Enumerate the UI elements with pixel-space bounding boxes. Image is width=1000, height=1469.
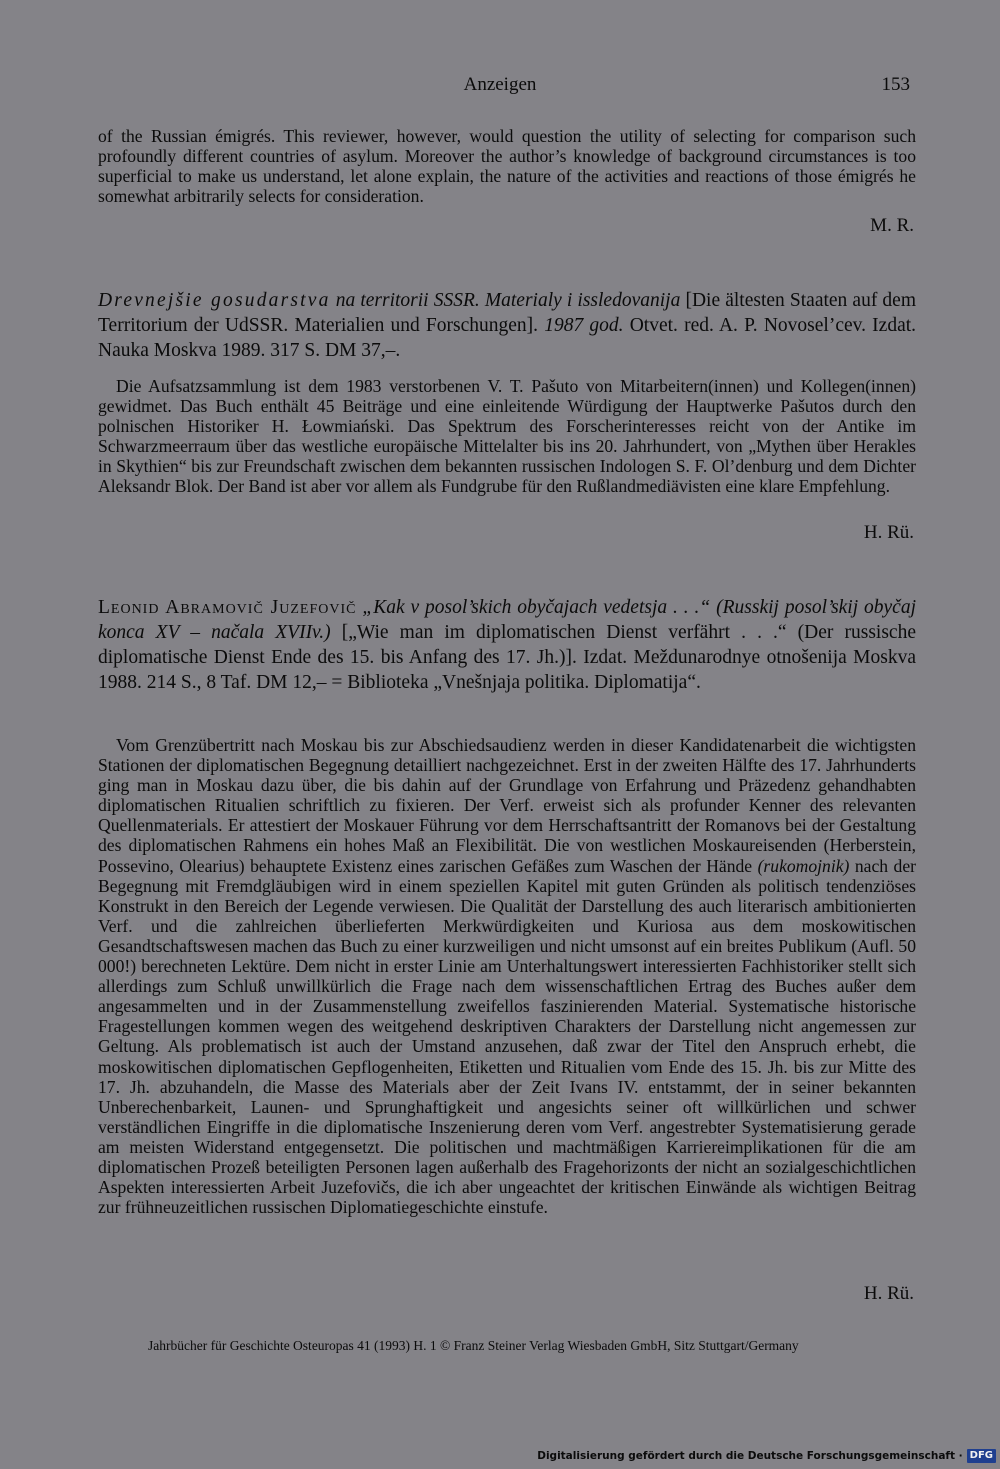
funding-notice (537, 1449, 996, 1463)
bibliographic-entry-juzefovic (98, 595, 916, 695)
book-title-spaced: Drevnejšie gosudarstva (98, 290, 331, 311)
review-text-part2: nach der Begegnung mit Fremdgläubigen wird in einem speziellen Kapitel mit guten Gründen als politisch tendenziöses Konstrukt in den Bereich der Legende verwiesen. Die Qualität der Darstellung des auch literarisch ambitionierten Verf. und die zahlreichen überlieferten Merkwürdigkeiten und Kuriosa aus dem moskowitischen Gesandtschaftswesen machen das Buch zu einer kurzweiligen und nicht umsonst auf ein breites Publikum (Aufl. 50 000!) berechneten Lektüre. Dem nicht in erster Linie am Unterhaltungswert interessierten Fachhistoriker stellt sich allerdings zum Schluß unwillkürlich die Frage nach dem wissenschaftlichen Ertrag des Buches außer dem angesammelten und in der Zusammenstellung zweifellos faszinierenden Material. Systematische historische Fragestellungen kommen wegen des weitgehend deskriptiven Charakters der Darstellung nicht angemessen zur Geltung. Als problematisch ist auch der Umstand anzusehen, daß zwar der Titel den Anspruch erhebt, die moskowitischen diplomatischen Gepflogenheiten, Etiketten und Ritualien vom Ende des 15. Jh. bis zur Mitte des 17. Jh. abzuhandeln, die Masse des Materials aber der Zeit Ivans IV. entstammt, der in seiner bekannten Unberechenbarkeit, Launen- und Sprunghaftigkeit und angesichts seiner oft willkürlichen und schwer verständlichen Eingriffe in die diplomatische Inszenierung deren vom Verf. angestrebter Systematisierung gerade am meisten Widerstand entgegensetzt. Die politischen und machtmäßigen Karriereimplikationen für die am diplomatischen Prozeß beteiligten Personen lagen außerhalb des Fragehorizonts der nicht an sozialgeschichtlichen Aspekten interessierten Arbeit Juzefovičs, die ich aber ungeachtet der kritischen Einwände als wichtigen Beitrag zur frühneuzeitlichen russischen Diplomatiegeschichte einstufe. (98, 855, 916, 1218)
review-body-drevnejsie (98, 376, 916, 497)
funding-text: Digitalisierung gefördert durch die Deutsche Forschungsgemeinschaft · (537, 1450, 963, 1462)
book-subtitle-italic: 1987 god. (544, 315, 624, 336)
book-title-italic: „Kak v posol’skich obyčajach vedetsja . . .“ (Russkij posol’skij obyčaj konca XV – načala XVIIv.) (98, 597, 916, 643)
book-publication-details: Otvet. red. A. P. Novosel’cev. Izdat. Nauka Moskva 1989. 317 S. DM 37,–. (98, 315, 917, 361)
review-paragraph: Die Aufsatzsammlung ist dem 1983 verstorbenen V. T. Pašuto von Mitarbeitern(innen) und Kollegen(innen) gewidmet. Das Buch enthält 45 Beiträge und eine einleitende Würdigung der Hauptwerke Pašutos durch den polnischen Historiker H. Łowmiański. Das Spektrum des Forscherinteresses reicht von der Antike im Schwarzmeerraum über das westliche europäische Mittelalter bis ins 20. Jahrhundert, von „Mythen über Herakles in Skythien“ bis zur Freundschaft zwischen dem bekannten russischen Indologen S. F. Ol’denburg und dem Dichter Aleksandr Blok. Der Band ist aber vor allem als Fundgrube für den Rußlandmediävisten eine klare Empfehlung. (98, 376, 916, 497)
reviewer-signature-hru: H. Rü. (863, 522, 914, 543)
review-continuation-paragraph: of the Russian émigrés. This reviewer, however, would question the utility of selecting for comparison such profoundly different countries of asylum. Moreover the author’s knowledge of background circumstances is too superficial to make us understand, let alone explain, the nature of the activities and reactions of those émigrés he somewhat arbitrarily selects for consideration. (98, 126, 916, 207)
book-publication-details: [„Wie man im diplomatischen Dienst verfährt . . .“ (Der russische diplomatische Dienst Ende des 15. bis Anfang des 17. Jh.)]. Izdat. Meždunarodnye otnošenija Moskva 1988. 214 S., 8 Taf. DM 12,– = Biblioteka „Vnešnjaja politika. Diplomatija“. (98, 622, 916, 693)
reviewer-signature-hru-2: H. Rü. (863, 1283, 914, 1304)
dfg-logo: DFG (967, 1449, 996, 1463)
review-continuation (98, 126, 916, 206)
book-title-translation: [Die ältesten Staaten auf dem Territorium der UdSSR. Materialien und Forschungen]. (98, 290, 917, 336)
bibliographic-entry-drevnejsie (98, 288, 916, 363)
journal-footer: Jahrbücher für Geschichte Osteuropas 41 (1993) H. 1 © Franz Steiner Verlag Wiesbaden GmbH, Sitz Stuttgart/Germany (148, 1338, 799, 1353)
review-text-part1: Vom Grenzübertritt nach Moskau bis zur Abschiedsaudienz werden in dieser Kandidatenarbeit die wichtigsten Stationen der diplomatischen Begegnung detailliert nachgezeichnet. Erst in der zweiten Hälfte des 17. Jahrhunderts ging man in Moskau dazu über, die bis dahin auf der Grundlage von Erfahrung und Präzedenz gehandhabten diplomatischen Ritualien schriftlich zu fixieren. Der Verf. erweist sich als profunder Kenner des relevanten Quellenmaterials. Er attestiert der Moskauer Führung vor dem Herrschaftsantritt der Romanovs bei der Gestaltung des diplomatischen Rahmens ein hohes Maß an Flexibilität. Die von westlichen Moskaureisenden (Herberstein, Possevino, Olearius) behauptete Existenz eines zarischen Gefäßes zum Waschen der Hände (98, 735, 916, 876)
book-author: Leonid Abramovič Juzefovič (98, 597, 357, 618)
running-header: Anzeigen (463, 74, 537, 95)
reviewer-signature-mr: M. R. (870, 215, 914, 236)
review-italic-term: (rukomojnik) (757, 855, 850, 876)
book-title-italic: na territorii SSSR. Materialy i issledovanija (330, 290, 681, 311)
review-paragraph (98, 735, 916, 1217)
review-body-juzefovic (98, 735, 916, 1217)
page-number: 153 (881, 74, 910, 95)
